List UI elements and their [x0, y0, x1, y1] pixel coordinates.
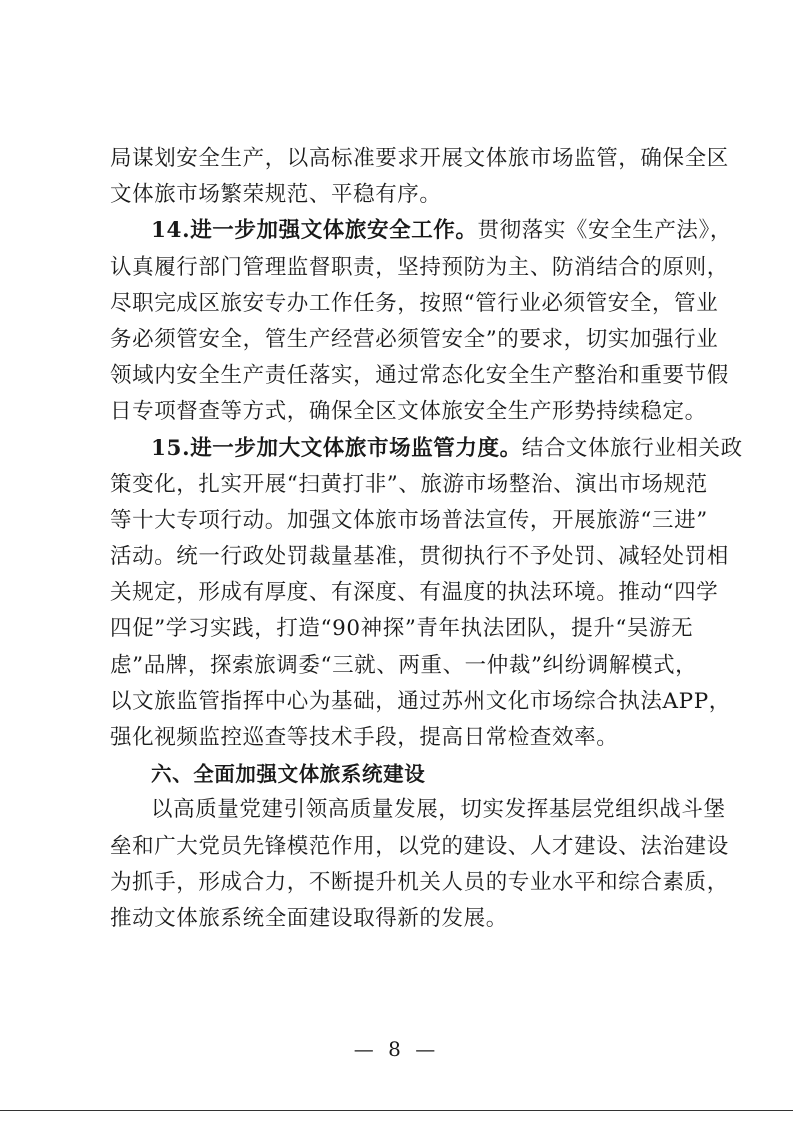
paragraph-line: 等十大专项行动。加强文体旅市场普法宣传，开展旅游“三进”: [110, 507, 708, 533]
paragraph-line: 垒和广大党员先锋模范作用，以党的建设、人才建设、法治建设: [110, 833, 729, 859]
item-14-title: 14.进一步加强文体旅安全工作。: [151, 218, 478, 244]
paragraph-line: 关规定，形成有厚度、有深度、有温度的执法环境。推动“四学: [110, 580, 719, 606]
paragraph-line: 尽职完成区旅安专办工作任务，按照“管行业必须管安全，管业: [110, 290, 719, 316]
paragraph-line: 推动文体旅系统全面建设取得新的发展。: [110, 905, 508, 931]
paragraph-line: [110, 213, 732, 249]
item-15-text: 结合文体旅行业相关政: [521, 435, 743, 461]
paragraph-line: 日专项督查等方式，确保全区文体旅安全生产形势持续稳定。: [110, 399, 707, 425]
paragraph-line: [110, 431, 743, 467]
paragraph-line: 以文旅监管指挥中心为基础，通过苏州文化市场综合执法APP，: [110, 688, 731, 714]
paragraph-line: 文体旅市场繁荣规范、平稳有序。: [110, 182, 442, 208]
page-number: — 8 —: [353, 1037, 440, 1061]
paragraph-line: 以高质量党建引领高质量发展，切实发挥基层党组织战斗堡: [151, 797, 726, 823]
paragraph-line: 活动。统一行政处罚裁量基准，贯彻执行不予处罚、减轻处罚相: [110, 544, 729, 570]
paragraph-line: 领域内安全生产责任落实，通过常态化安全生产整治和重要节假: [110, 363, 729, 389]
bottom-divider: [0, 1110, 793, 1111]
paragraph-line: 为抓手，形成合力，不断提升机关人员的专业水平和综合素质，: [110, 869, 729, 895]
paragraph-line: 务必须管安全，管生产经营必须管安全”的要求，切实加强行业: [110, 326, 719, 352]
item-15-title: 15.进一步加大文体旅市场监管力度。: [151, 435, 522, 461]
paragraph-line: 虑”品牌，探索旅调委“三就、两重、一仲裁”纠纷调解模式，: [110, 652, 698, 678]
document-body: [110, 141, 743, 937]
paragraph-line: 策变化，扎实开展“扫黄打非”、旅游市场整治、演出市场规范: [110, 471, 708, 497]
item-14-text: 贯彻落实《安全生产法》，: [477, 218, 732, 244]
paragraph-line: 认真履行部门管理监督职责，坚持预防为主、防消结合的原则，: [110, 254, 729, 280]
paragraph-line: 四促”学习实践，打造“90神探”青年执法团队，提升“吴游无: [110, 616, 694, 642]
paragraph-line: 强化视频监控巡查等技术手段，提高日常检查效率。: [110, 725, 619, 750]
paragraph-line: 局谋划安全生产，以高标准要求开展文体旅市场监管，确保全区: [110, 146, 729, 171]
section-heading: 六、全面加强文体旅系统建设: [151, 762, 426, 787]
